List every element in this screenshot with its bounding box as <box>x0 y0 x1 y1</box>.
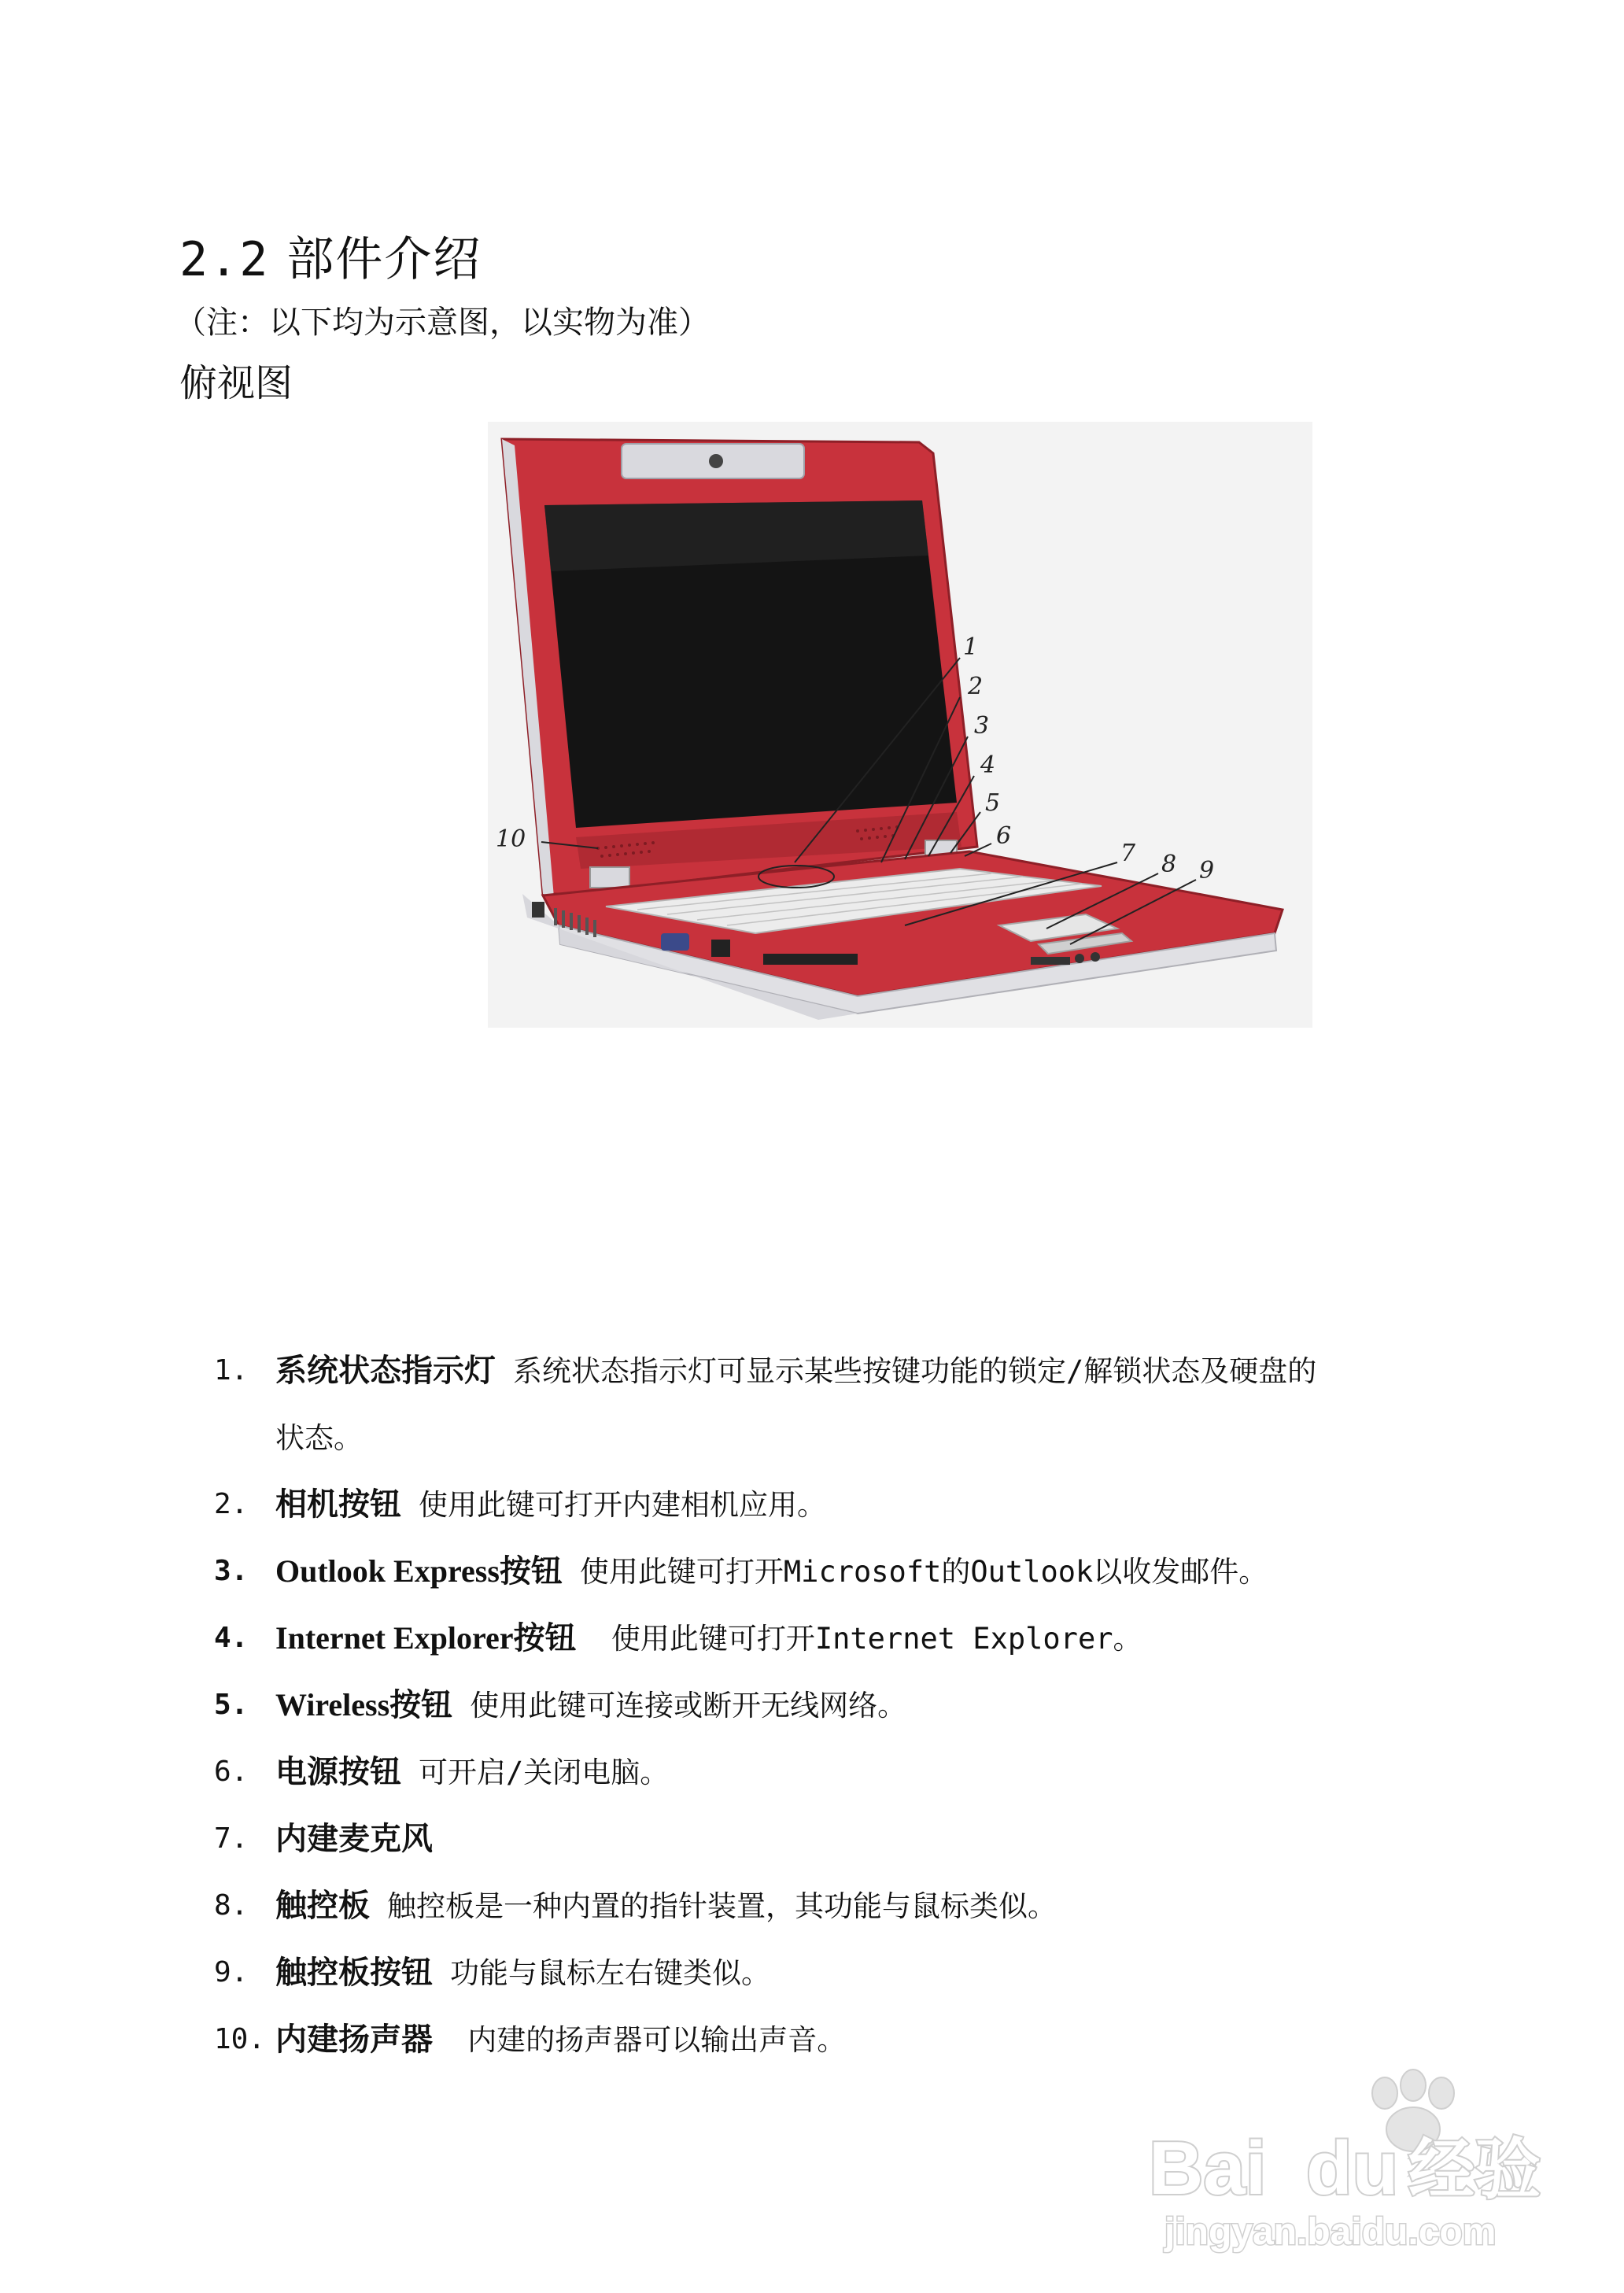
hinge-left <box>590 867 629 888</box>
port-card <box>763 954 858 965</box>
port-lan <box>711 940 730 957</box>
callout-4: 4 <box>980 751 996 779</box>
item-term: Outlook Express按钮 <box>275 1553 563 1589</box>
item-term: Wireless按钮 <box>275 1687 453 1723</box>
item-index: 6. <box>214 1756 249 1788</box>
item-index: 1. <box>214 1354 249 1387</box>
port-audio-2 <box>1091 952 1100 962</box>
laptop-figure <box>488 422 1312 1028</box>
paw-icon <box>1372 2077 1397 2109</box>
callout-10: 10 <box>496 825 526 853</box>
section-heading <box>179 222 482 290</box>
port-audio-1 <box>1075 954 1084 963</box>
section-number: 2.2 <box>179 232 270 287</box>
port-sd <box>1031 957 1070 965</box>
item-desc: 触控板是一种内置的指针装置，其功能与鼠标类似。 <box>387 1889 1057 1923</box>
item-index: 4. <box>214 1622 249 1654</box>
callout-5: 5 <box>985 789 1001 817</box>
port-power <box>532 902 544 918</box>
callout-8: 8 <box>1161 851 1177 878</box>
section-title: 部件介绍 <box>286 232 482 287</box>
baidu-jingyan-watermark <box>1149 2062 1558 2258</box>
watermark-url: jingyan.baidu.com <box>1164 2211 1497 2253</box>
list-item <box>214 1739 1473 1806</box>
item-index: 2. <box>214 1488 249 1520</box>
item-desc: 可开启/关闭电脑。 <box>419 1756 670 1789</box>
item-term: 触控板 <box>275 1888 370 1924</box>
item-desc: 使用此键可连接或断开无线网络。 <box>470 1689 907 1723</box>
watermark-brand-a: Bai <box>1149 2126 1267 2210</box>
camera-lens <box>709 454 723 468</box>
callout-3: 3 <box>974 712 990 740</box>
item-term: 触控板按钮 <box>275 1955 433 1991</box>
component-list <box>214 1338 1473 2073</box>
item-desc: 内建的扬声器可以输出声音。 <box>450 2023 847 2057</box>
item-desc-cont: 状态。 <box>275 1421 363 1455</box>
item-desc: 使用此键可打开Internet Explorer。 <box>593 1622 1142 1656</box>
callout-7: 7 <box>1120 840 1136 867</box>
item-term: 内建麦克风 <box>275 1821 433 1857</box>
item-index: 10. <box>214 2023 266 2055</box>
figure-note: （注：以下均为示意图，以实物为准） <box>175 305 710 341</box>
view-label: 俯视图 <box>179 361 293 405</box>
item-term: 电源按钮 <box>275 1754 401 1790</box>
list-item <box>214 1538 1473 1605</box>
list-item <box>214 1940 1473 2007</box>
item-index: 5. <box>214 1689 249 1721</box>
item-desc: 使用此键可打开Microsoft的Outlook以收发邮件。 <box>579 1555 1268 1589</box>
list-item <box>214 1605 1473 1672</box>
item-index: 9. <box>214 1956 249 1988</box>
callout-2: 2 <box>968 673 984 700</box>
item-term: 系统状态指示灯 <box>275 1353 496 1389</box>
item-index: 3. <box>214 1555 249 1587</box>
list-item <box>214 1873 1473 1940</box>
callout-1: 1 <box>963 633 979 661</box>
list-item <box>214 1806 1473 1873</box>
item-desc: 系统状态指示灯可显示某些按键功能的锁定/解锁状态及硬盘的 <box>513 1354 1317 1388</box>
list-item <box>214 1338 1473 1471</box>
item-term: 相机按钮 <box>275 1486 401 1523</box>
watermark-brand-b: du <box>1306 2126 1399 2210</box>
item-desc: 功能与鼠标左右键类似。 <box>450 1956 770 1990</box>
item-term: Internet Explorer按钮 <box>275 1620 577 1656</box>
callout-6: 6 <box>996 822 1012 850</box>
item-index: 8. <box>214 1889 249 1922</box>
item-term: 内建扬声器 <box>275 2022 433 2058</box>
port-vga <box>661 933 689 951</box>
item-desc: 使用此键可打开内建相机应用。 <box>419 1488 826 1522</box>
watermark-brand-c: 经验 <box>1408 2131 1541 2208</box>
item-index: 7. <box>214 1822 249 1855</box>
list-item <box>214 1471 1473 1538</box>
list-item <box>214 1672 1473 1739</box>
callout-9: 9 <box>1199 857 1215 884</box>
